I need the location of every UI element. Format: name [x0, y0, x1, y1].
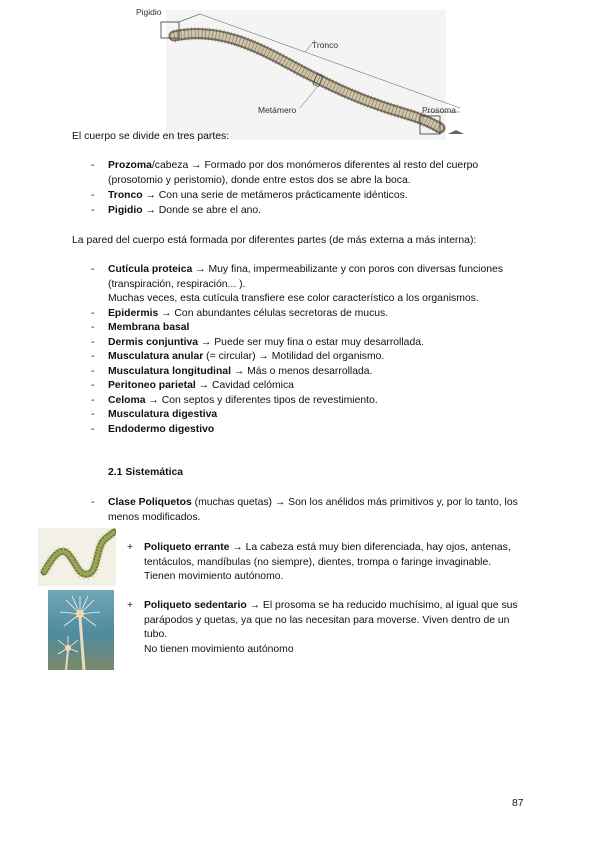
- list-bullet: -: [91, 337, 95, 348]
- list-bullet: -: [91, 190, 95, 201]
- list-bullet: -: [91, 264, 95, 275]
- list-bullet: -: [91, 351, 95, 362]
- list-item: Dermis conjuntiva → Puede ser muy fina o estar muy desarrollada.: [108, 337, 424, 348]
- list-bullet: -: [91, 205, 95, 216]
- label-pigidio: Pigidio: [136, 7, 162, 17]
- list-item: Celoma → Con septos y diferentes tipos de revestimiento.: [108, 395, 378, 406]
- sub-list-item: Poliqueto sedentario → El prosoma se ha reducido muchísimo, al igual que sus parápodos y quetas, ya que no las necesitan para moverse. Viven dentro de un tubo. No tienen movimiento autónomo: [144, 600, 518, 655]
- list-item: Musculatura digestiva: [108, 409, 218, 420]
- sub-list-bullet: +: [127, 542, 134, 553]
- sub-list-item: Poliqueto errante → La cabeza está muy bien diferenciada, hay ojos, antenas, tentáculos, mandíbulas (no siempre), dientes, trompa o faringe invaginable. Tienen movimiento autónomo.: [144, 542, 511, 583]
- list-item: Cutícula proteica → Muy fina, impermeabilizante y con poros con diversas funciones (transpiración, respiración... ). Muchas veces, esta cutícula transfiere ese color característico a los organismos.: [108, 264, 504, 305]
- list-bullet: -: [91, 160, 95, 171]
- list-item: Peritoneo parietal → Cavidad celómica: [108, 380, 294, 391]
- sedentary-polychaete-image: [48, 590, 114, 670]
- class-item: Clase Poliquetos (muchas quetas) → Son los anélidos más primitivos y, por lo tanto, los menos modificados.: [108, 497, 518, 523]
- list-bullet: -: [91, 308, 95, 319]
- label-metamero: Metámero: [258, 105, 297, 115]
- list-item: Epidermis → Con abundantes células secretoras de mucus.: [108, 308, 389, 319]
- list-bullet: -: [91, 424, 95, 435]
- section-heading: 2.1 Sistemática: [108, 467, 184, 478]
- wall-intro-text: La pared del cuerpo está formada por diferentes partes (de más externa a más interna):: [72, 235, 477, 246]
- list-item: Musculatura longitudinal → Más o menos desarrollada.: [108, 366, 373, 377]
- list-bullet: -: [91, 380, 95, 391]
- list-item: Membrana basal: [108, 322, 190, 333]
- list-bullet: -: [91, 497, 95, 508]
- list-item: Musculatura anular (= circular) → Motilidad del organismo.: [108, 351, 385, 362]
- worm-illustration: [130, 8, 470, 142]
- list-bullet: -: [91, 322, 95, 333]
- page-number: 87: [512, 798, 524, 809]
- list-item: Tronco → Con una serie de metámeros prácticamente idénticos.: [108, 190, 408, 201]
- label-tronco: Tronco: [312, 40, 339, 50]
- list-bullet: -: [91, 395, 95, 406]
- worm-figure: [130, 8, 470, 142]
- list-item: Pigidio → Donde se abre el ano.: [108, 205, 262, 216]
- errant-polychaete-image: [38, 528, 116, 586]
- list-item: Endodermo digestivo: [108, 424, 215, 435]
- intro-text: El cuerpo se divide en tres partes:: [72, 131, 230, 142]
- list-bullet: -: [91, 366, 95, 377]
- list-item: Prozoma/cabeza → Formado por dos monómeros diferentes al resto del cuerpo (prosotomio y peristomio), donde entre estos dos se abre la boca.: [108, 160, 479, 186]
- sub-list-bullet: +: [127, 600, 134, 611]
- list-bullet: -: [91, 409, 95, 420]
- label-prosoma: Prosoma: [422, 105, 457, 115]
